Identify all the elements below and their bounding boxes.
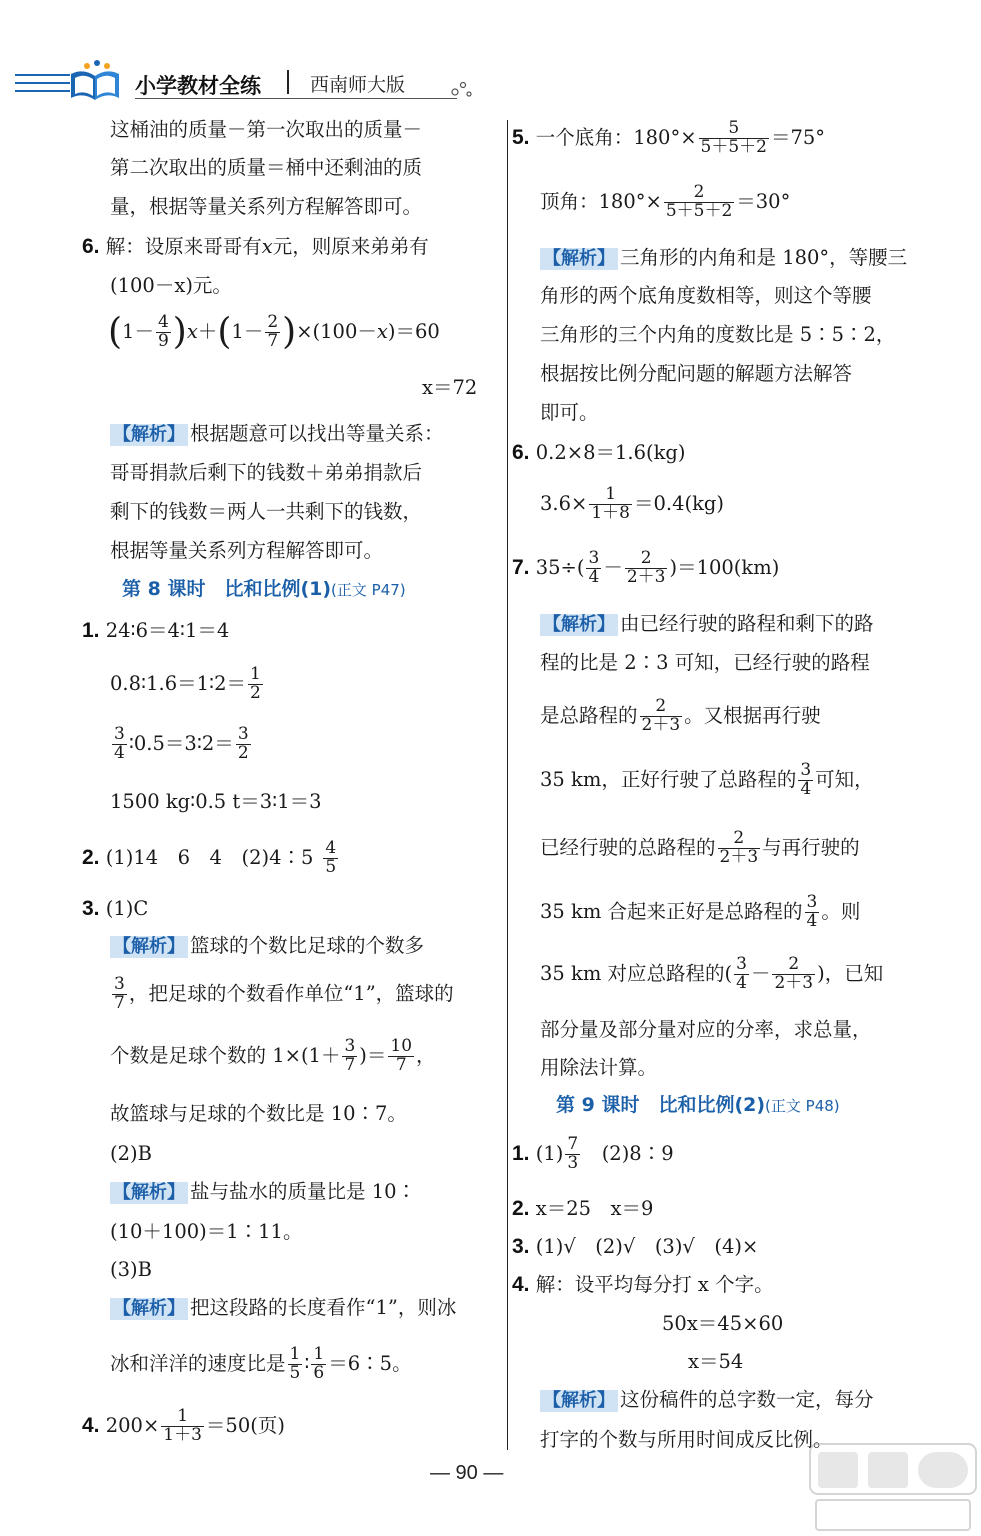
equation-line: [540, 184, 790, 221]
text-span: 0.8∶1.6＝1∶2＝: [110, 671, 246, 695]
fraction: [112, 976, 127, 1013]
text-line: 量，根据等量关系列方程解答即可。: [110, 195, 423, 218]
fraction: [248, 666, 263, 703]
equation-line: [110, 726, 253, 763]
numerator: 1: [289, 1344, 301, 1364]
numerator: 3: [114, 724, 125, 744]
equation-line: [110, 666, 265, 703]
text-span: 24∶6＝4∶1＝4: [105, 619, 230, 642]
question-number: 2.: [512, 1197, 530, 1220]
denominator: 2: [250, 682, 261, 703]
text-line: 哥哥捐款后剩下的钱数＋弟弟捐款后: [110, 461, 423, 484]
question-r3: [512, 1234, 758, 1259]
paren: (: [217, 311, 232, 353]
fraction: [589, 486, 632, 523]
analysis-line: [110, 934, 424, 958]
text-span: ＝50(页): [205, 1413, 285, 1437]
text-span: ＝75°: [770, 125, 826, 149]
numerator: 4: [325, 838, 337, 858]
text-span: (2)8∶9: [601, 1141, 674, 1165]
denominator: 4: [588, 566, 600, 587]
analysis-line: [110, 1346, 412, 1383]
text-span: －: [750, 961, 771, 985]
numerator: 2: [788, 954, 800, 974]
text-line: 程的比是 2∶3 可知，已经行驶的路程: [540, 651, 870, 674]
text-span: 根据题意可以找出等量关系：: [190, 422, 444, 445]
denominator: 6: [313, 1362, 325, 1383]
text-line: 根据按比例分配问题的解题方法解答: [540, 362, 853, 385]
decorative-dots-icon: [450, 76, 474, 98]
text-line: 角形的两个底角度数相等，则这个等腰: [540, 284, 872, 307]
numerator: 1: [250, 664, 261, 684]
text-span: (1)C: [105, 897, 149, 920]
question-number: 3.: [82, 897, 100, 920]
edition-label: 西南师大版: [310, 74, 406, 96]
text-span: 把这段路的长度看作“1”，则冰: [190, 1296, 457, 1319]
analysis-line: [110, 1180, 416, 1204]
text-line: 这桶油的质量－第一次取出的质量－: [110, 118, 423, 141]
analysis-line: [540, 894, 860, 931]
analysis-line: [540, 830, 860, 867]
text-line: 第二次取出的质量＝桶中还剩油的质: [110, 156, 423, 179]
header-rule: [15, 82, 70, 84]
question-number: 6.: [82, 235, 100, 258]
text-line: 故篮球与足球的个数比是 10∶7。: [110, 1102, 407, 1125]
text-span: 3.6×: [540, 491, 588, 515]
text-line: (10＋100)＝1∶11。: [110, 1220, 303, 1243]
section-ref: (正文 P48): [765, 1097, 840, 1115]
numerator: 1: [605, 484, 617, 504]
question-number: 5.: [512, 125, 530, 149]
text-span: 35÷(: [535, 555, 585, 579]
question-r2: [512, 1196, 653, 1221]
fraction: [236, 726, 251, 763]
denominator: 7: [344, 1054, 356, 1075]
text-span: ＝30°: [736, 189, 791, 213]
fraction: [640, 698, 683, 735]
text-line: 三角形的三个内角的度数比是 5∶5∶2，: [540, 323, 896, 346]
text-line: (100－x)元。: [110, 274, 232, 297]
denominator: 7: [388, 1056, 414, 1075]
question-2: [82, 840, 340, 877]
fraction: [112, 726, 127, 763]
fraction: [156, 314, 171, 351]
numerator: 4: [157, 312, 169, 332]
series-title: 小学教材全练: [135, 74, 261, 98]
text-span: 一个底角：180°×: [535, 125, 697, 149]
fraction: [734, 956, 749, 993]
header-rule: [15, 90, 70, 92]
question-number: 1.: [82, 619, 100, 642]
question-number: 3.: [512, 1235, 530, 1258]
fraction: [311, 1346, 326, 1383]
text-span: 冰和洋洋的速度比是: [110, 1351, 286, 1375]
analysis-line: [540, 1388, 874, 1412]
analysis-line: [110, 1296, 456, 1320]
analysis-line: [540, 698, 821, 735]
text-line: 部分量及部分量对应的分率，求总量，: [540, 1018, 872, 1041]
paren: ): [282, 311, 297, 353]
denominator: 4: [800, 778, 812, 799]
page-number: — 90 —: [430, 1462, 504, 1484]
text-span: 。则: [821, 899, 861, 923]
denominator: 5: [289, 1362, 301, 1383]
text-span: (1)14 6 4 (2)4∶5: [105, 845, 314, 869]
text-line: (3)B: [110, 1258, 152, 1281]
fraction: [586, 550, 601, 587]
variable: x: [261, 235, 273, 258]
text-span: ＝0.4(kg): [634, 491, 725, 515]
text-line: 剩下的钱数＝两人一共剩下的钱数，: [110, 500, 423, 523]
analysis-line: [540, 762, 874, 799]
text-span: 。又根据再行驶: [684, 703, 821, 727]
numerator: 10: [390, 1036, 413, 1056]
text-span: ，: [416, 1043, 436, 1067]
analysis-line: [540, 956, 883, 993]
fraction: [798, 762, 813, 799]
text-span: 解：设平均每分打 x 个字。: [535, 1273, 774, 1296]
question-r1: [512, 1136, 674, 1173]
question-1: [82, 618, 229, 643]
text-span: 顶角：180°×: [540, 189, 662, 213]
analysis-line: [110, 1038, 436, 1075]
text-span: 与再行驶的: [762, 835, 860, 859]
analysis-tag: 【解析】: [110, 424, 188, 446]
denominator: 2＋3: [719, 846, 759, 867]
denominator: 4: [736, 972, 747, 993]
text-span: 这份稿件的总字数一定，每分: [620, 1388, 874, 1411]
analysis-line: [540, 246, 907, 270]
denominator: 5＋5＋2: [665, 200, 733, 221]
text-span: 0.2×8＝1.6(kg): [535, 441, 686, 464]
section-heading: [122, 578, 406, 601]
fraction: [288, 1346, 303, 1383]
column-divider: [507, 120, 508, 1450]
text-line: 即可。: [540, 401, 599, 424]
text-span: 可知，: [815, 767, 874, 791]
header-separator: [287, 70, 289, 94]
text-span: (1): [535, 1141, 564, 1165]
book-logo-icon: [65, 60, 127, 104]
fraction: [625, 550, 668, 587]
question-r4: [512, 1272, 774, 1297]
numerator: 2: [655, 696, 667, 716]
paren: (: [108, 311, 123, 353]
header-rule: [15, 74, 70, 76]
numerator: 3: [114, 974, 125, 994]
header-underline: [135, 98, 457, 99]
equation-line: 50x＝45×60: [662, 1312, 784, 1335]
numerator: 1: [313, 1344, 325, 1364]
text-span: 35 km，正好行驶了总路程的: [540, 767, 797, 791]
denominator: 4: [114, 742, 125, 763]
text-span: ＝6∶5。: [328, 1351, 412, 1375]
numerator: 2: [693, 182, 705, 202]
page-header: [10, 58, 480, 108]
analysis-line: [540, 612, 874, 636]
equation-line: x＝72: [422, 376, 478, 399]
question-number: 1.: [512, 1141, 530, 1165]
question-number: 2.: [82, 845, 100, 869]
question-number: 4.: [512, 1273, 530, 1296]
section-heading: [556, 1094, 840, 1117]
equation-line: x＝54: [688, 1350, 744, 1373]
question-3: [82, 896, 148, 921]
fraction: [323, 840, 338, 877]
numerator: 3: [237, 724, 249, 744]
question-6b: [512, 440, 686, 465]
analysis-tag: 【解析】: [540, 614, 618, 636]
text-span: ∶: [304, 1351, 310, 1375]
numerator: 3: [344, 1036, 356, 1056]
analysis-tag: 【解析】: [540, 248, 618, 270]
numerator: 3: [806, 892, 818, 912]
numerator: 7: [567, 1134, 579, 1154]
numerator: 2: [640, 548, 652, 568]
question-number: 4.: [82, 1413, 100, 1437]
section-ref: (正文 P47): [331, 581, 406, 599]
numerator: 2: [267, 312, 279, 332]
fraction: [342, 1038, 357, 1075]
denominator: 1＋3: [163, 1424, 202, 1445]
fraction: [265, 314, 280, 351]
question-6: [82, 234, 429, 259]
paren: ): [172, 311, 187, 353]
denominator: 5: [325, 856, 337, 877]
question-5: [512, 120, 825, 157]
numerator: 5: [728, 118, 740, 138]
text-line: 1500 kg∶0.5 t＝3∶1＝3: [110, 790, 322, 813]
equation-line: (1－ $\frac{4}{9}$ )x＋(1－ $\frac{2}{7}$ )×(100－x)＝60: [108, 311, 440, 353]
text-line: 打字的个数与所用时间成反比例。: [540, 1428, 833, 1451]
analysis-tag: 【解析】: [110, 936, 188, 958]
text-span: 是总路程的: [540, 703, 638, 727]
fraction: [718, 830, 761, 867]
denominator: 2＋3: [774, 972, 814, 993]
question-4: [82, 1408, 285, 1445]
fraction: [388, 1038, 414, 1075]
section-title: 第 9 课时 比和比例(2): [556, 1094, 766, 1116]
text-span: ∶0.5＝3∶2＝: [128, 731, 234, 755]
text-span: 个数是足球个数的 1×(1＋: [110, 1043, 341, 1067]
fraction: [805, 894, 820, 931]
denominator: 9: [157, 330, 169, 351]
text-span: (1)√ (2)√ (3)√ (4)×: [535, 1235, 759, 1258]
text-span: ，把足球的个数看作单位“1”，篮球的: [128, 981, 454, 1005]
denominator: 4: [806, 910, 818, 931]
text-span: 200×: [105, 1413, 160, 1437]
text-span: )＝: [359, 1043, 387, 1067]
denominator: 7: [114, 992, 125, 1013]
question-7: [512, 550, 779, 587]
text-span: 篮球的个数比足球的个数多: [190, 934, 425, 957]
numerator: 1: [177, 1406, 189, 1426]
numerator: 3: [588, 548, 600, 568]
text-span: )＝100(km): [669, 555, 780, 579]
text-span: 三角形的内角和是 180°，等腰三: [620, 246, 908, 269]
analysis-line: [110, 422, 444, 446]
text-line: 用除法计算。: [540, 1056, 658, 1079]
text-span: x＝25 x＝9: [535, 1197, 654, 1220]
denominator: 2＋3: [626, 566, 666, 587]
question-number: 7.: [512, 555, 530, 579]
text-span: )，已知: [817, 961, 884, 985]
denominator: 1＋8: [591, 502, 630, 523]
text-span: 元，则原来弟弟有: [272, 235, 429, 258]
fraction: [565, 1136, 580, 1173]
equation-line: [540, 486, 724, 523]
fraction: [699, 120, 769, 157]
text-span: 已经行驶的总路程的: [540, 835, 716, 859]
question-number: 6.: [512, 441, 530, 464]
text-span: 由已经行驶的路程和剩下的路: [620, 612, 874, 635]
denominator: 2: [237, 742, 249, 763]
analysis-tag: 【解析】: [540, 1390, 618, 1412]
text-line: 根据等量关系列方程解答即可。: [110, 539, 384, 562]
fraction: [772, 956, 815, 993]
analysis-tag: 【解析】: [110, 1298, 188, 1320]
fraction: [161, 1408, 204, 1445]
analysis-tag: 【解析】: [110, 1182, 188, 1204]
analysis-line: [110, 976, 454, 1013]
text-span: 35 km 合起来正好是总路程的: [540, 899, 803, 923]
denominator: 2＋3: [641, 714, 681, 735]
numerator: 2: [733, 828, 745, 848]
text-span: 解：设原来哥哥有: [105, 235, 262, 258]
denominator: 7: [267, 330, 279, 351]
fraction: [664, 184, 734, 221]
watermark-logo-icon: [808, 1440, 978, 1536]
text-span: 盐与盐水的质量比是 10∶: [190, 1180, 417, 1203]
denominator: 5＋5＋2: [700, 136, 767, 157]
numerator: 3: [800, 760, 812, 780]
text-line: (2)B: [110, 1142, 152, 1165]
text-span: 35 km 对应总路程的(: [540, 961, 733, 985]
numerator: 3: [736, 954, 747, 974]
text-span: －: [603, 555, 623, 579]
section-title: 第 8 课时 比和比例(1): [122, 578, 332, 600]
denominator: 3: [567, 1152, 579, 1173]
